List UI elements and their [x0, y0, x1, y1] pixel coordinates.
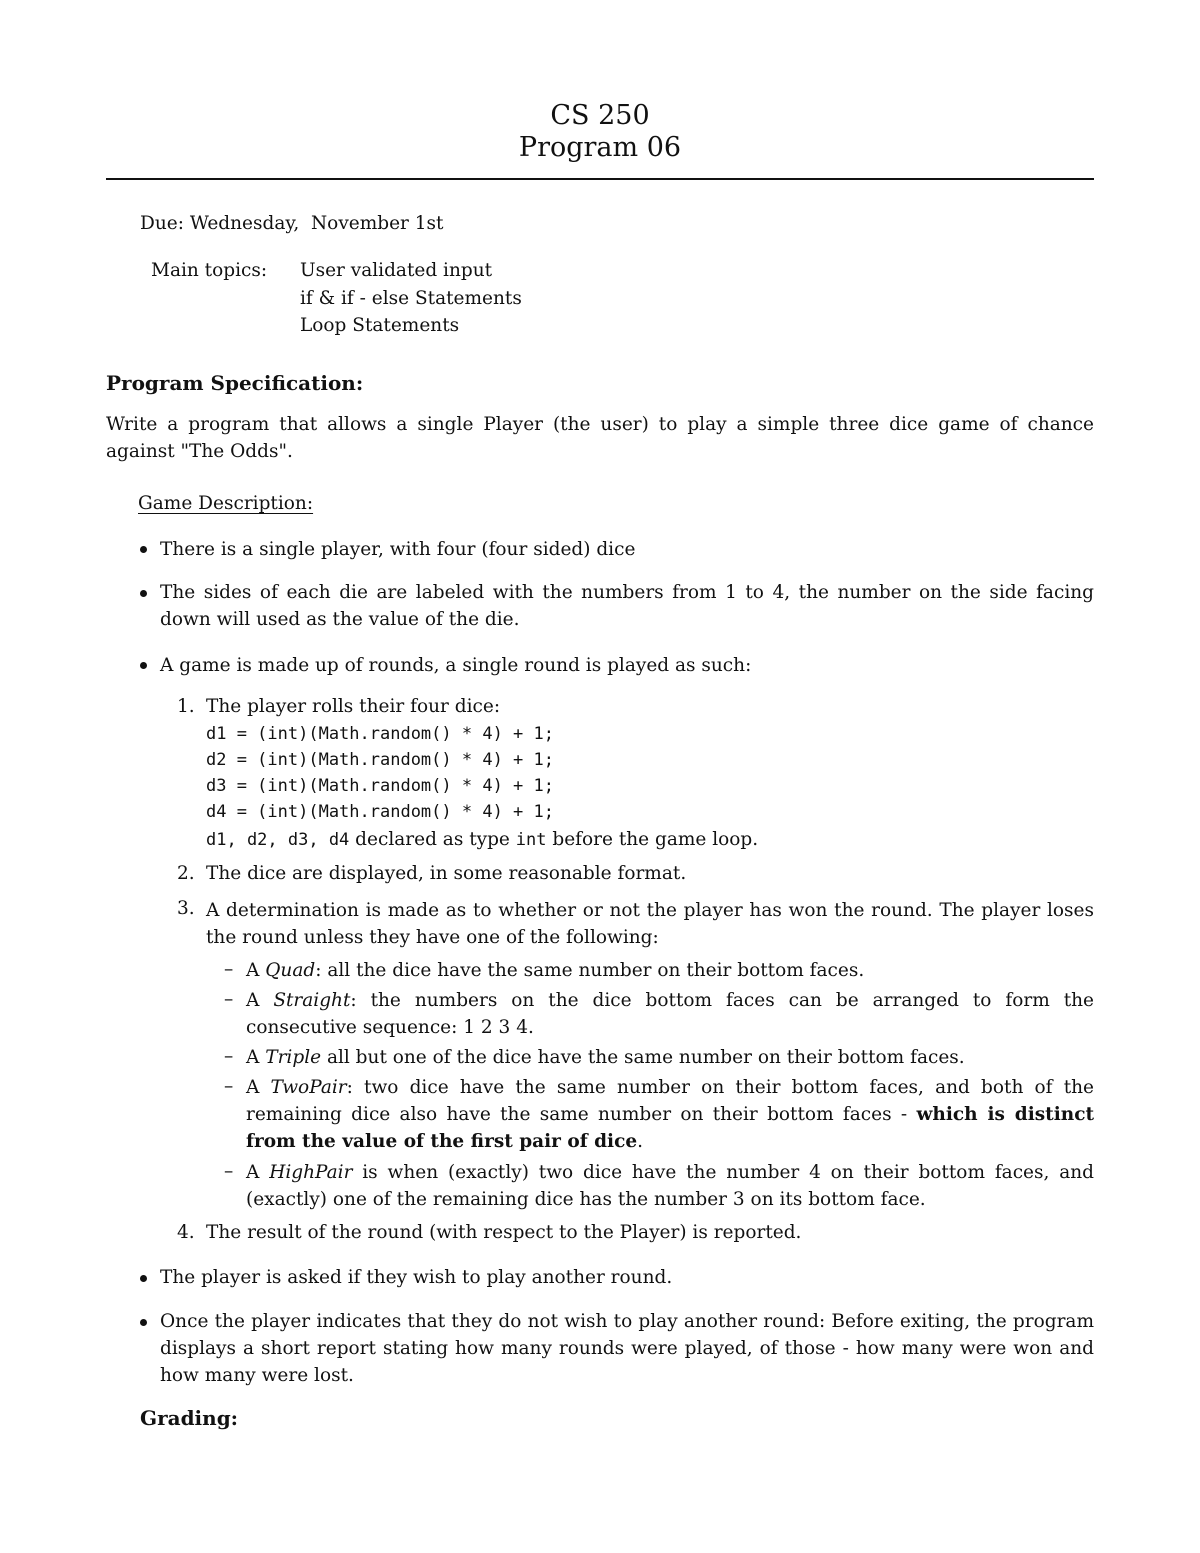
dash-marker: –	[224, 1076, 234, 1097]
code-line: d1 = (int)(Math.random() * 4) + 1;	[206, 724, 554, 744]
rule-prefix: A	[246, 1077, 271, 1098]
rule-text: all but one of the dice have the same number on their bottom faces.	[321, 1047, 965, 1068]
rule-prefix: A	[246, 1162, 270, 1183]
rule-text: is when (exactly) two dice have the number 4 on their bottom faces, and (exactly) one of the remaining dice has the number 3 on its bottom face.	[246, 1162, 1094, 1210]
dash-marker: –	[224, 1046, 234, 1067]
bullet-dot	[140, 546, 147, 553]
spec-intro: Write a program that allows a single Player (the user) to play a simple three dice game of chance against "The Odds".	[106, 414, 1094, 462]
bullet-item: Once the player indicates that they do not wish to play another round: Before exiting, the program displays a short report stating how many rounds were played, of those - how many were won and how many were lost.	[160, 1311, 1094, 1386]
document-title	[0, 100, 1200, 164]
rule-prefix: A	[246, 990, 274, 1011]
rule-prefix: A	[246, 1047, 266, 1068]
code-line: d4 = (int)(Math.random() * 4) + 1;	[206, 802, 554, 822]
bullet-item: A game is made up of rounds, a single round is played as such:	[160, 655, 752, 676]
due-label: Due:	[140, 213, 184, 234]
declaration-line	[206, 829, 758, 850]
rule-highpair	[246, 1159, 1094, 1213]
rule-text: : the numbers on the dice bottom faces can be arranged to form the consecutive sequence: 1 2 3 4.	[246, 990, 1094, 1038]
rule-twopair	[246, 1074, 1094, 1155]
rule-name: Straight	[273, 990, 351, 1011]
due-value: Wednesday, November 1st	[189, 213, 444, 234]
step-text: The dice are displayed, in some reasonable format.	[206, 863, 687, 884]
program-title: Program 06	[518, 132, 682, 163]
bullet-item: The sides of each die are labeled with the numbers from 1 to 4, the number on the side facing down will used as the value of the die.	[160, 582, 1094, 630]
topic-item: User validated input	[300, 260, 493, 281]
decl-end: before the game loop.	[546, 829, 759, 850]
rule-triple	[246, 1044, 1094, 1071]
bullet-dot	[140, 590, 147, 597]
due-line	[140, 213, 443, 234]
dash-marker: –	[224, 959, 234, 980]
rule-name: Triple	[265, 1047, 322, 1068]
bullet-item: There is a single player, with four (four sided) dice	[160, 539, 636, 560]
rule-text: : two dice have the same number on their bottom faces, and both of the remaining dice also have the same number on their bottom faces -	[246, 1077, 1094, 1125]
game-heading: Game Description:	[138, 493, 314, 514]
topic-item: if & if - else Statements	[300, 288, 522, 309]
code-line: d3 = (int)(Math.random() * 4) + 1;	[206, 776, 554, 796]
step-text: A determination is made as to whether or not the player has won the round. The player loses the round unless they have one of the following:	[206, 900, 1094, 948]
spec-heading: Program Specification:	[106, 371, 364, 395]
rule-prefix: A	[246, 960, 266, 981]
course-title: CS 250	[550, 100, 650, 131]
rule-name: Quad	[265, 960, 316, 981]
topic-item: Loop Statements	[300, 315, 460, 336]
decl-code: d1, d2, d3, d4	[206, 830, 350, 850]
bullet-dot	[140, 1319, 147, 1326]
grading-heading: Grading:	[140, 1406, 239, 1430]
topics-label: Main topics:	[151, 260, 268, 281]
rule-tail: .	[637, 1131, 644, 1152]
step-text: The result of the round (with respect to the Player) is reported.	[206, 1222, 802, 1243]
title-rule	[106, 178, 1094, 180]
dash-marker: –	[224, 989, 234, 1010]
decl-mid: declared as type	[349, 829, 516, 850]
rule-name: HighPair	[269, 1162, 353, 1183]
rule-quad	[246, 957, 1094, 984]
step-number: 1.	[177, 696, 195, 717]
decl-type: int	[515, 830, 547, 850]
step-number: 2.	[177, 863, 195, 884]
rule-straight	[246, 987, 1094, 1041]
step-text: The player rolls their four dice:	[206, 696, 501, 717]
step-number: 3.	[177, 898, 195, 919]
dash-marker: –	[224, 1161, 234, 1182]
rule-text: : all the dice have the same number on their bottom faces.	[315, 960, 865, 981]
step-number: 4.	[177, 1222, 195, 1243]
rule-name: TwoPair	[270, 1077, 347, 1098]
rule-emphasis: which is distinct from the value of the first pair of dice	[246, 1104, 1094, 1152]
bullet-dot	[140, 1275, 147, 1282]
bullet-dot	[140, 662, 147, 669]
bullet-item: The player is asked if they wish to play another round.	[160, 1267, 673, 1288]
code-line: d2 = (int)(Math.random() * 4) + 1;	[206, 750, 554, 770]
